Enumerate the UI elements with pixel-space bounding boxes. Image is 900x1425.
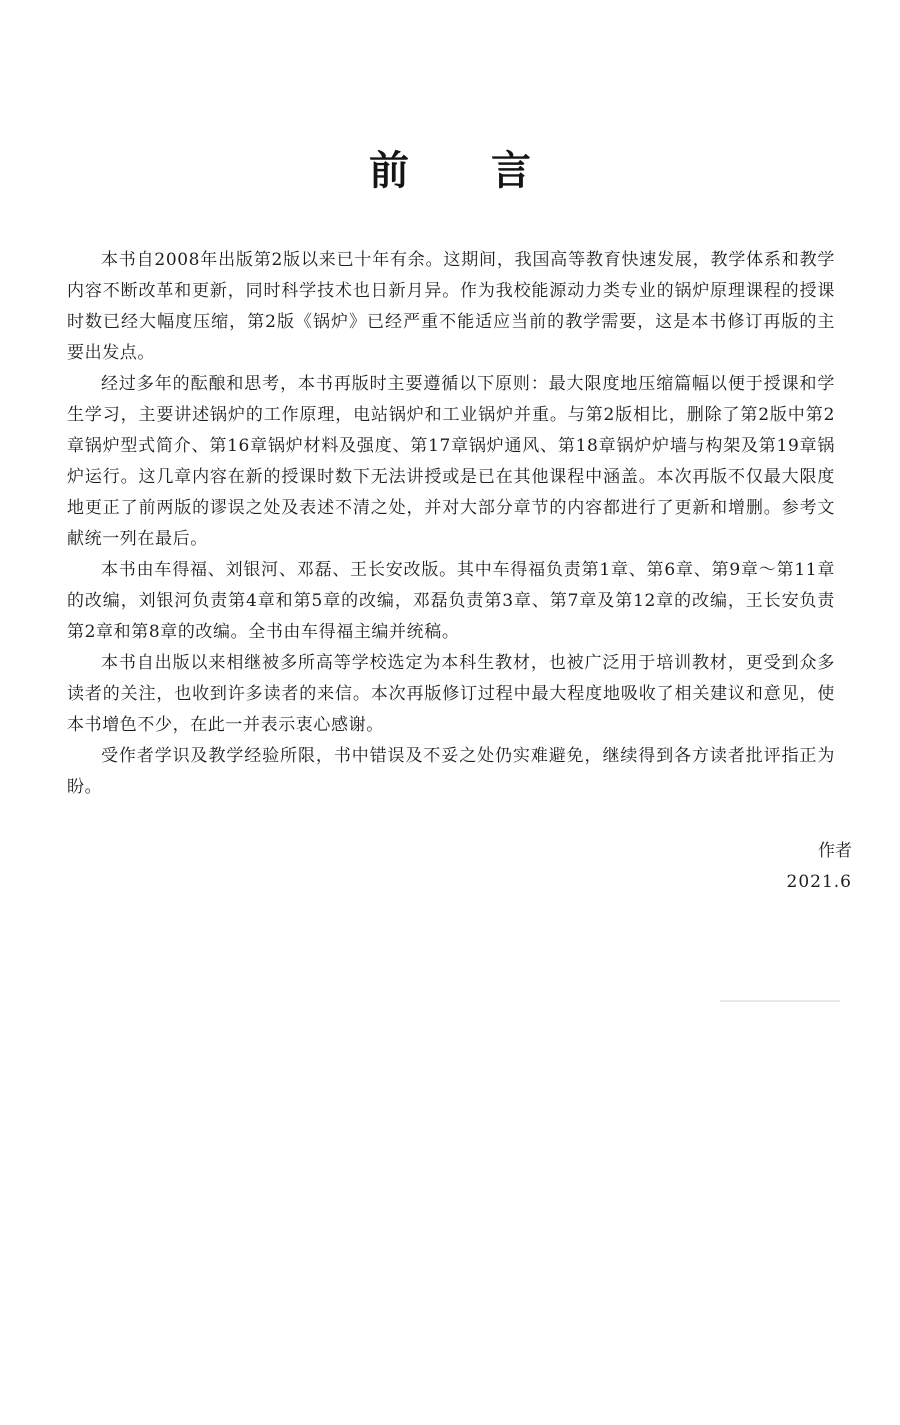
signature-date: 2021.6 [786, 872, 852, 892]
preface-paragraph-1: 本书自2008年出版第2版以来已十年有余。这期间，我国高等教育快速发展，教学体系和教学内容不断改革和更新，同时科学技术也日新月异。作为我校能源动力类专业的锅炉原理课程的授课时数已经大幅度压缩，第2版《锅炉》已经严重不能适应当前的教学需要，这是本书修订再版的主要出发点。 [67, 250, 835, 363]
signature-block [787, 836, 852, 898]
author-signature: 作者 [818, 841, 852, 861]
preface-body [67, 245, 835, 803]
preface-paragraph-5: 受作者学识及教学经验所限，书中错误及不妥之处仍实难避免，继续得到各方读者批评指正为盼。 [67, 746, 835, 797]
scan-artifact-line [720, 1000, 840, 1002]
preface-title: 前 言 [369, 148, 565, 194]
preface-paragraph-4: 本书自出版以来相继被多所高等学校选定为本科生教材，也被广泛用于培训教材，更受到众多读者的关注，也收到许多读者的来信。本次再版修订过程中最大程度地吸收了相关建议和意见，使本书增色不少，在此一并表示衷心感谢。 [67, 653, 835, 735]
preface-paragraph-3: 本书由车得福、刘银河、邓磊、王长安改版。其中车得福负责第1章、第6章、第9章～第11章的改编，刘银河负责第4章和第5章的改编，邓磊负责第3章、第7章及第12章的改编，王长安负责第2章和第8章的改编。全书由车得福主编并统稿。 [67, 560, 835, 642]
preface-paragraph-2: 经过多年的酝酿和思考，本书再版时主要遵循以下原则：最大限度地压缩篇幅以便于授课和学生学习，主要讲述锅炉的工作原理，电站锅炉和工业锅炉并重。与第2版相比，删除了第2版中第2章锅炉型式简介、第16章锅炉材料及强度、第17章锅炉通风、第18章锅炉炉墙与构架及第19章锅炉运行。这几章内容在新的授课时数下无法讲授或是已在其他课程中涵盖。本次再版不仅最大限度地更正了前两版的谬误之处及表述不清之处，并对大部分章节的内容都进行了更新和增删。参考文献统一列在最后。 [67, 374, 835, 549]
